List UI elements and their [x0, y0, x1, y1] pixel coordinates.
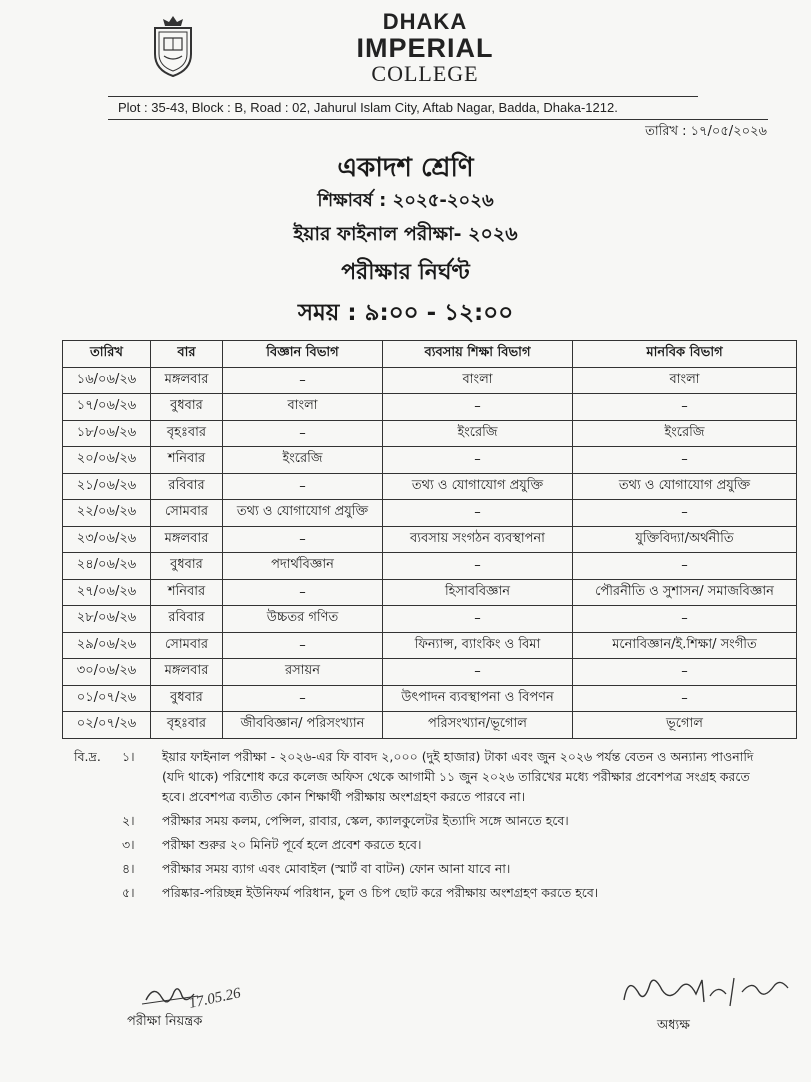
cell-day: রবিবার — [151, 606, 223, 633]
cell-business: ইংরেজি — [383, 420, 573, 447]
cell-business: বাংলা — [383, 367, 573, 394]
cell-humanities: যুক্তিবিদ্যা/অর্থনীতি — [573, 526, 797, 553]
cell-business: পরিসংখ্যান/ভূগোল — [383, 712, 573, 739]
cell-date: ২৩/০৬/২৬ — [63, 526, 151, 553]
class-title: একাদশ শ্রেণি — [337, 153, 474, 183]
cell-science: বাংলা — [223, 394, 383, 421]
cell-day: বুধবার — [151, 685, 223, 712]
cell-business: ব্যবসায় সংগঠন ব্যবস্থাপনা — [383, 526, 573, 553]
cell-humanities: বাংলা — [573, 367, 797, 394]
cell-humanities: – — [573, 659, 797, 686]
table-row — [63, 526, 797, 553]
table-row — [63, 420, 797, 447]
cell-date: ০১/০৭/২৬ — [63, 685, 151, 712]
cell-humanities: – — [573, 685, 797, 712]
header-science: বিজ্ঞান বিভাগ — [223, 341, 383, 368]
table-row — [63, 632, 797, 659]
cell-business: উৎপাদন ব্যবস্থাপনা ও বিপণন — [383, 685, 573, 712]
cell-humanities: ইংরেজি — [573, 420, 797, 447]
cell-business: হিসাববিজ্ঞান — [383, 579, 573, 606]
cell-date: ২২/০৬/২৬ — [63, 500, 151, 527]
note-number: ৫। — [122, 885, 135, 900]
session-title: শিক্ষাবর্ষ : ২০২৫-২০২৬ — [317, 190, 494, 211]
header-day: বার — [151, 341, 223, 368]
cell-science: – — [223, 685, 383, 712]
cell-science: উচ্চতর গণিত — [223, 606, 383, 633]
note-item — [74, 859, 774, 879]
cell-day: মঙ্গলবার — [151, 367, 223, 394]
table-row — [63, 473, 797, 500]
table-row — [63, 712, 797, 739]
cell-day: মঙ্গলবার — [151, 526, 223, 553]
header-divider-top — [108, 96, 698, 97]
cell-date: ১৭/০৬/২৬ — [63, 394, 151, 421]
controller-signature-date: 17.05.26 — [187, 985, 243, 1012]
cell-science: পদার্থবিজ্ঞান — [223, 553, 383, 580]
cell-day: শনিবার — [151, 447, 223, 474]
cell-science: ইংরেজি — [223, 447, 383, 474]
cell-science: তথ্য ও যোগাযোগ প্রযুক্তি — [223, 500, 383, 527]
college-address: Plot : 35-43, Block : B, Road : 02, Jahurul Islam City, Aftab Nagar, Badda, Dhaka-1212. — [118, 100, 618, 115]
note-number: ৪। — [122, 861, 135, 876]
note-text: ইয়ার ফাইনাল পরীক্ষা - ২০২৬-এর ফি বাবদ ২,০০০ (দুই হাজার) টাকা এবং জুন ২০২৬ পর্যন্ত বেতন ও অন্যান্য পাওনাদি (যদি থাকে) পরিশোধ করে কলেজ অফিস থেকে আগামী ১১ জুন ২০২৬ তারিখের মধ্যে পরীক্ষার প্রবেশপত্র সংগ্রহ করতে হবে। প্রবেশপত্র ব্যতীত কোন শিক্ষার্থী পরীক্ষায় অংশগ্রহণ করতে পারবে না। — [162, 749, 754, 804]
cell-business: – — [383, 500, 573, 527]
table-row — [63, 500, 797, 527]
cell-day: মঙ্গলবার — [151, 659, 223, 686]
exam-schedule-table — [62, 340, 797, 739]
cell-date: ২১/০৬/২৬ — [63, 473, 151, 500]
table-row — [63, 553, 797, 580]
cell-date: ২৭/০৬/২৬ — [63, 579, 151, 606]
header-date: তারিখ — [63, 341, 151, 368]
notes-section — [74, 747, 774, 903]
cell-business: – — [383, 553, 573, 580]
cell-business: – — [383, 447, 573, 474]
cell-day: সোমবার — [151, 500, 223, 527]
note-text: পরীক্ষা শুরুর ২০ মিনিট পূর্বে হলে প্রবেশ করতে হবে। — [162, 837, 422, 852]
note-number: ২। — [122, 813, 135, 828]
college-name-line3: COLLEGE — [371, 61, 479, 86]
cell-humanities: ভূগোল — [573, 712, 797, 739]
header-business: ব্যবসায় শিক্ষা বিভাগ — [383, 341, 573, 368]
controller-label: পরীক্ষা নিয়ন্ত্রক — [127, 1014, 203, 1029]
note-item — [74, 811, 774, 831]
note-item — [74, 747, 774, 807]
cell-science: – — [223, 579, 383, 606]
cell-date: ১৮/০৬/২৬ — [63, 420, 151, 447]
cell-science: – — [223, 526, 383, 553]
schedule-title: পরীক্ষার নির্ঘণ্ট — [341, 260, 470, 285]
cell-business: তথ্য ও যোগাযোগ প্রযুক্তি — [383, 473, 573, 500]
exam-title: ইয়ার ফাইনাল পরীক্ষা- ২০২৬ — [293, 223, 518, 245]
cell-science: – — [223, 420, 383, 447]
note-number: ১। — [122, 749, 135, 764]
cell-humanities: – — [573, 394, 797, 421]
cell-day: বৃহঃবার — [151, 420, 223, 447]
principal-signature — [618, 966, 798, 1016]
cell-business: – — [383, 394, 573, 421]
cell-date: ২৯/০৬/২৬ — [63, 632, 151, 659]
college-name-line2: IMPERIAL — [356, 33, 494, 63]
table-row — [63, 367, 797, 394]
notes-label: বি.দ্র. — [74, 749, 101, 764]
cell-business: – — [383, 659, 573, 686]
notice-date: তারিখ : ১৭/০৫/২০২৬ — [645, 124, 767, 139]
cell-humanities: – — [573, 500, 797, 527]
cell-day: সোমবার — [151, 632, 223, 659]
cell-date: ১৬/০৬/২৬ — [63, 367, 151, 394]
table-row — [63, 394, 797, 421]
note-item — [74, 835, 774, 855]
cell-humanities: তথ্য ও যোগাযোগ প্রযুক্তি — [573, 473, 797, 500]
table-row — [63, 659, 797, 686]
note-text: পরীক্ষার সময় ব্যাগ এবং মোবাইল (স্মার্ট বা বাটন) ফোন আনা যাবে না। — [162, 861, 511, 876]
cell-humanities: – — [573, 606, 797, 633]
table-row — [63, 447, 797, 474]
cell-science: জীববিজ্ঞান/ পরিসংখ্যান — [223, 712, 383, 739]
exam-time: সময় : ৯:০০ - ১২:০০ — [297, 300, 514, 326]
note-number: ৩। — [122, 837, 135, 852]
principal-label: অধ্যক্ষ — [657, 1018, 690, 1033]
cell-date: ৩০/০৬/২৬ — [63, 659, 151, 686]
note-text: পরীক্ষার সময় কলম, পেন্সিল, রাবার, স্কেল, ক্যালকুলেটর ইত্যাদি সঙ্গে আনতে হবে। — [162, 813, 569, 828]
cell-business: ফিন্যান্স, ব্যাংকিং ও বিমা — [383, 632, 573, 659]
table-header-row — [63, 341, 797, 368]
header-humanities: মানবিক বিভাগ — [573, 341, 797, 368]
cell-date: ২০/০৬/২৬ — [63, 447, 151, 474]
cell-humanities: – — [573, 553, 797, 580]
cell-humanities: – — [573, 447, 797, 474]
note-item — [74, 883, 774, 903]
cell-humanities: পৌরনীতি ও সুশাসন/ সমাজবিজ্ঞান — [573, 579, 797, 606]
header-divider-bottom — [108, 119, 768, 120]
cell-day: শনিবার — [151, 579, 223, 606]
college-name-line1: DHAKA — [382, 9, 468, 34]
cell-humanities: মনোবিজ্ঞান/ই.শিক্ষা/ সংগীত — [573, 632, 797, 659]
table-row — [63, 606, 797, 633]
cell-date: ২৪/০৬/২৬ — [63, 553, 151, 580]
cell-day: বুধবার — [151, 394, 223, 421]
cell-science: – — [223, 632, 383, 659]
cell-science: রসায়ন — [223, 659, 383, 686]
cell-day: বৃহঃবার — [151, 712, 223, 739]
note-text: পরিষ্কার-পরিচ্ছন্ন ইউনিফর্ম পরিধান, চুল ও চিপ ছোট করে পরীক্ষায় অংশগ্রহণ করতে হবে। — [162, 885, 599, 900]
cell-business: – — [383, 606, 573, 633]
cell-day: রবিবার — [151, 473, 223, 500]
cell-science: – — [223, 473, 383, 500]
college-name — [330, 10, 520, 86]
cell-date: ০২/০৭/২৬ — [63, 712, 151, 739]
controller-signature — [140, 970, 290, 1015]
college-crest-icon — [150, 14, 196, 78]
cell-science: – — [223, 367, 383, 394]
cell-day: বুধবার — [151, 553, 223, 580]
table-row — [63, 685, 797, 712]
cell-date: ২৮/০৬/২৬ — [63, 606, 151, 633]
table-row — [63, 579, 797, 606]
